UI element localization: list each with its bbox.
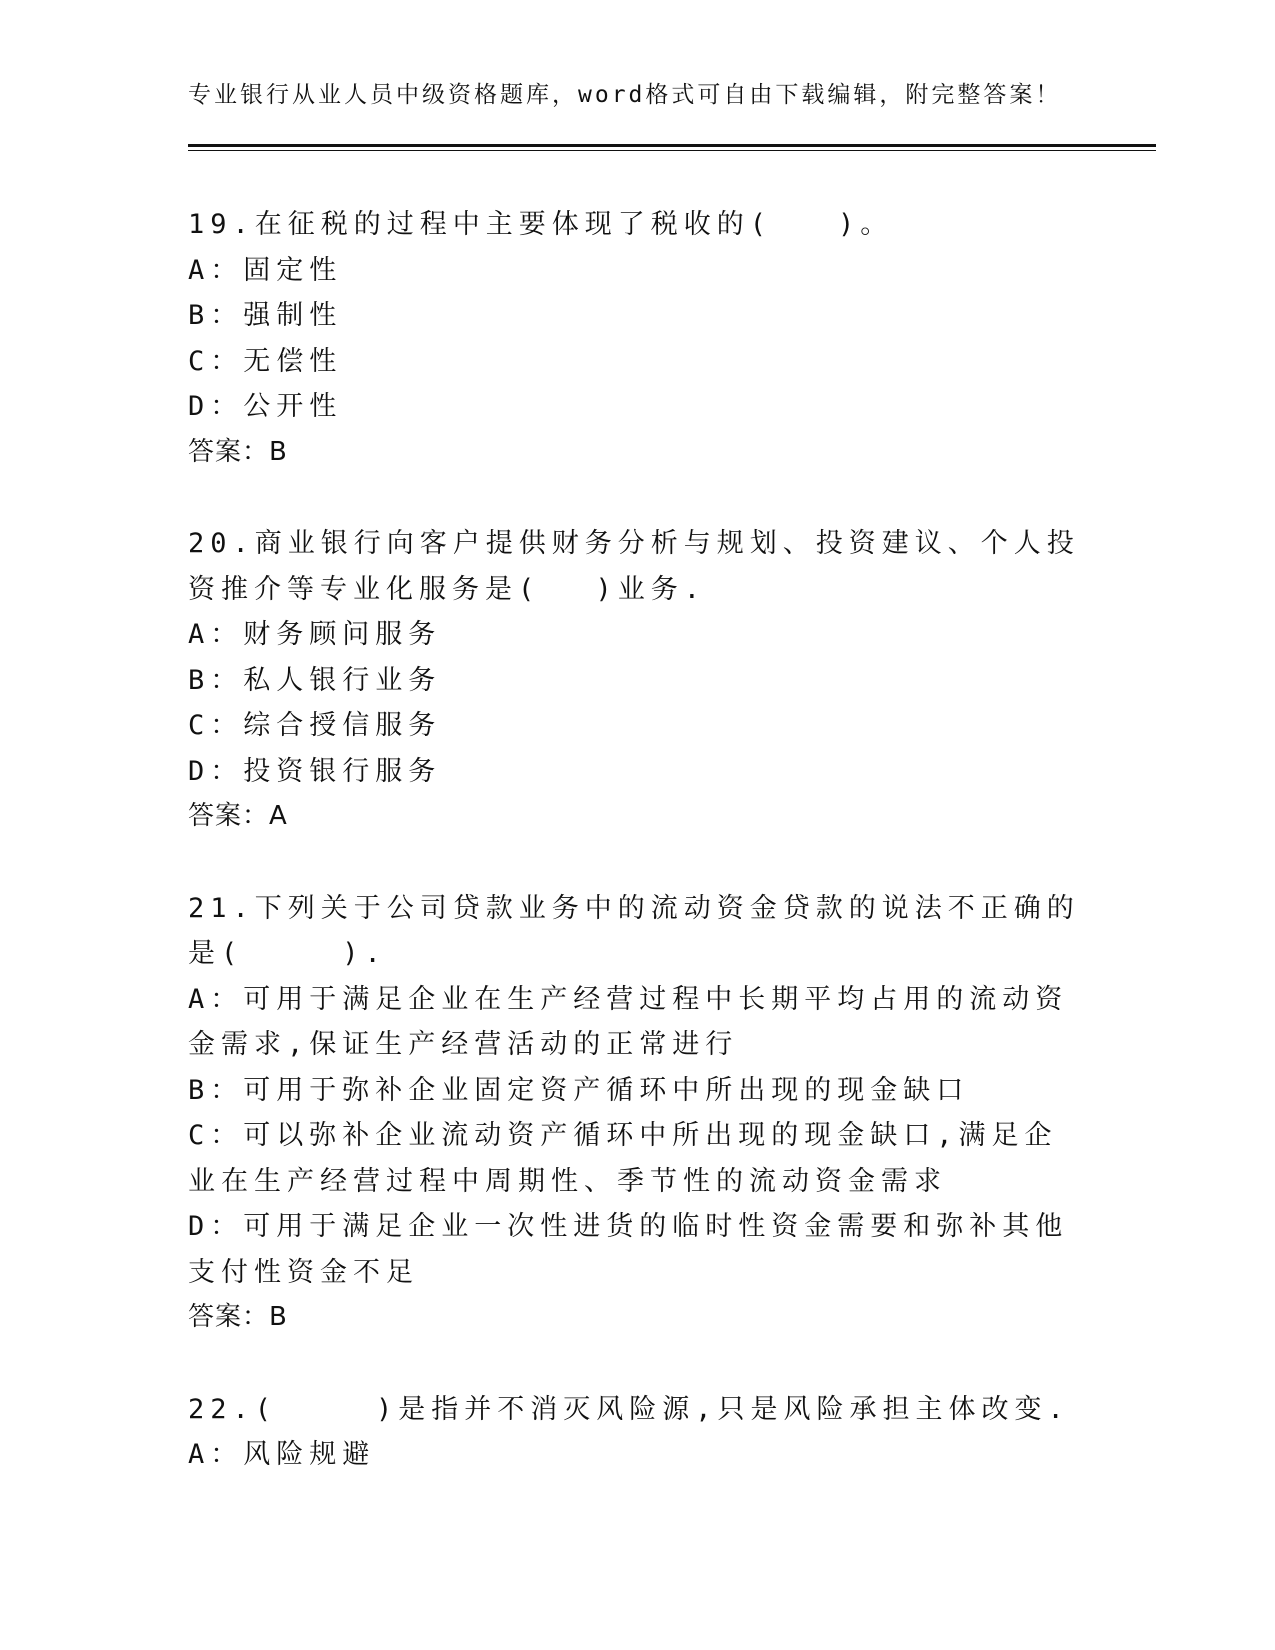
option-a: A：财务顾问服务 [188,619,442,650]
page-header: 专业银行从业人员中级资格题库，word格式可自由下载编辑，附完整答案！ [188,82,1062,108]
question-list [188,202,1088,1524]
option-d: D：可用于满足企业一次性进货的临时性资金需要和弥补其他支付性资金不足 [188,1211,1069,1288]
option-b: B：私人银行业务 [188,664,442,696]
question-stem: 19.在征税的过程中主要体现了税收的( )。 [188,209,894,240]
option-b: B：强制性 [188,300,343,331]
option-b: B：可用于弥补企业固定资产循环中所出现的现金缺口 [188,1074,970,1106]
question-stem: 22.( )是指并不消灭风险源,只是风险承担主体改变. [188,1393,1070,1425]
answer-label: 答案：B [188,436,288,467]
option-a: A：风险规避 [188,1439,376,1470]
answer-label: 答案：A [188,801,288,831]
option-a: A：可用于满足企业在生产经营过程中长期平均占用的流动资金需求,保证生产经营活动的正常进行 [188,983,1069,1060]
question-20 [188,521,1088,840]
option-c: C：可以弥补企业流动资产循环中所出现的现金缺口,满足企业在生产经营过程中周期性、季节性的流动资金需求 [188,1120,1058,1197]
question-21 [188,886,1088,1341]
option-a: A：固定性 [188,254,343,286]
answer-label: 答案：B [188,1302,288,1332]
question-19 [188,202,1088,475]
option-d: D：公开性 [188,391,343,422]
question-22 [188,1387,1088,1478]
option-c: C：无偿性 [188,345,343,377]
option-c: C：综合授信服务 [188,710,442,741]
question-stem: 21.下列关于公司贷款业务中的流动资金贷款的说法不正确的是( ). [188,892,1080,969]
option-d: D：投资银行服务 [188,755,442,787]
question-stem: 20.商业银行向客户提供财务分析与规划、投资建议、个人投资推介等专业化服务是( )业务. [188,528,1080,605]
header-rule-thin [188,150,1156,151]
header-rule-thick [188,144,1156,147]
